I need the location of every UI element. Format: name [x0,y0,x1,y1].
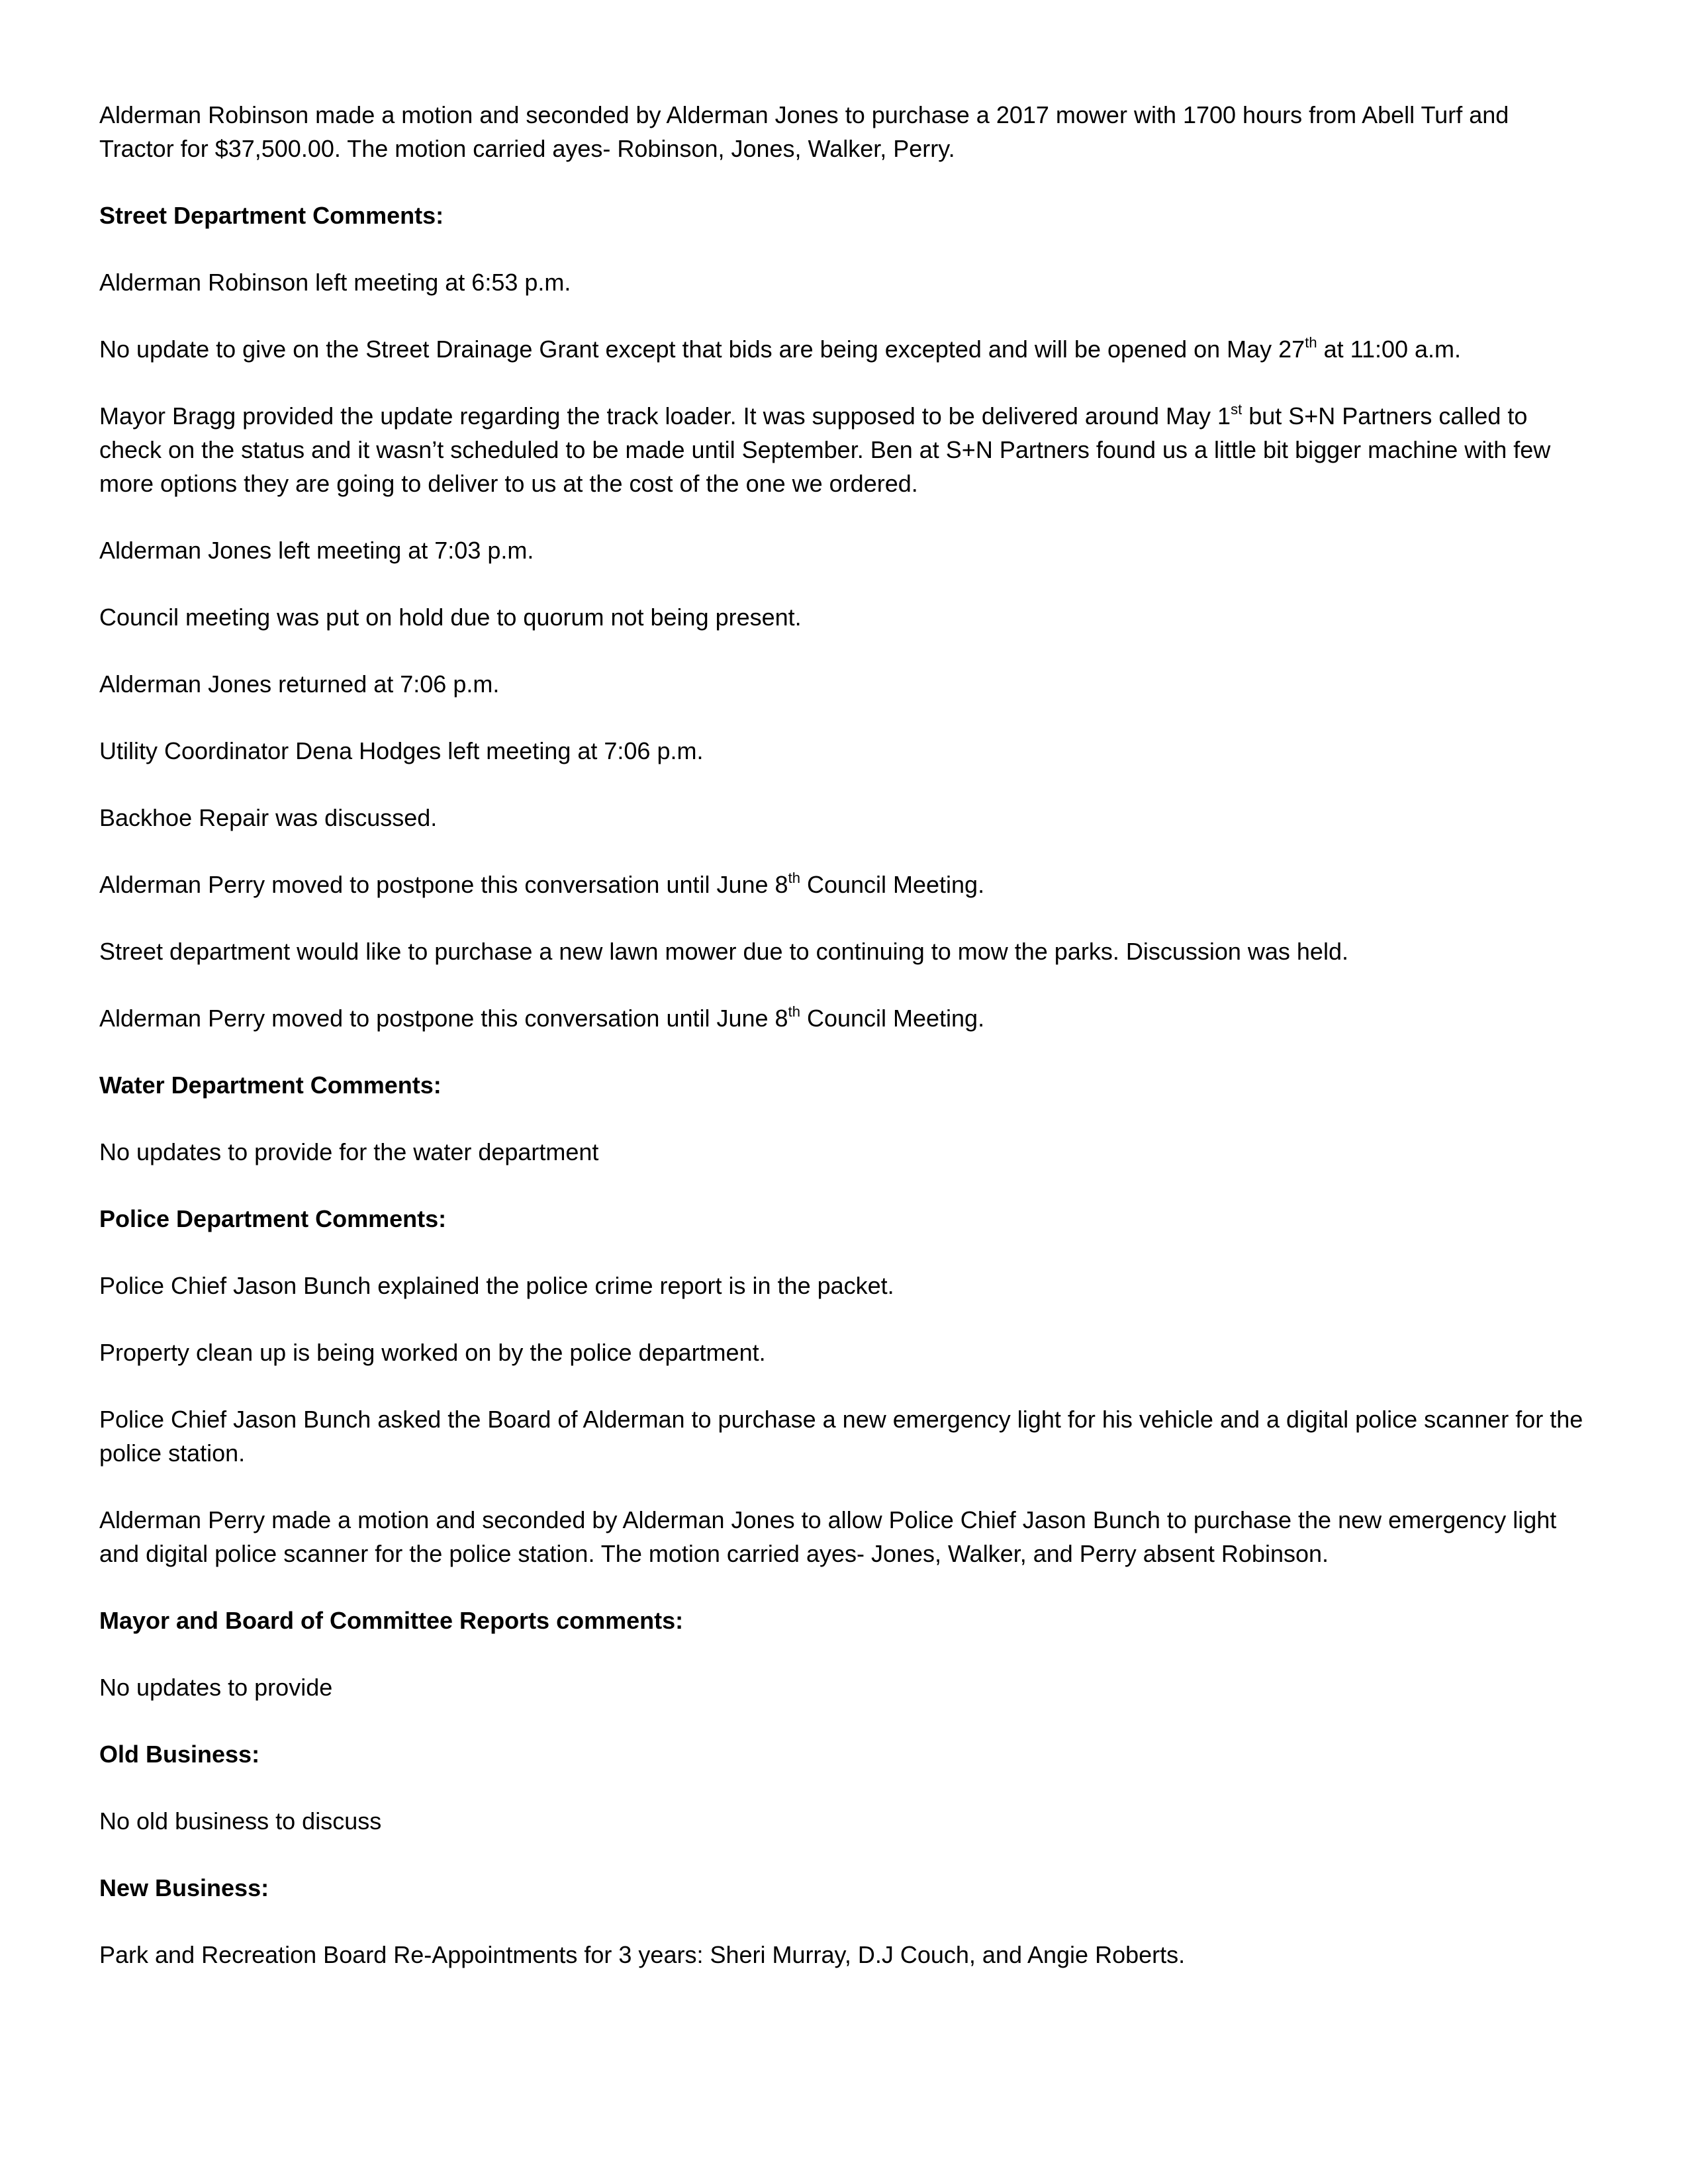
police-motion-paragraph: Alderman Perry made a motion and seconded by Alderman Jones to allow Police Chief Jason Bunch to purchase the new emergency light and digital police scanner for the police station. The motion carried ayes- Jones, Walker, and Perry absent Robinson. [99,1506,1557,1567]
hodges-left-paragraph: Utility Coordinator Dena Hodges left meeting at 7:06 p.m. [99,737,704,764]
backhoe-paragraph: Backhoe Repair was discussed. [99,804,438,831]
water-update-paragraph: No updates to provide for the water department [99,1138,599,1165]
new-business-paragraph: Park and Recreation Board Re-Appointments for 3 years: Sheri Murray, D.J Couch, and Angie Roberts. [99,1941,1186,1968]
mayor-reports-heading: Mayor and Board of Committee Reports comments: [99,1607,684,1634]
old-business-heading: Old Business: [99,1741,260,1768]
minutes-page [99,98,1589,2005]
mower-motion-paragraph: Alderman Robinson made a motion and seconded by Alderman Jones to purchase a 2017 mower with 1700 hours from Abell Turf and Tractor for $37,500.00. The motion carried ayes- Robinson, Jones, Walker, Perry. [99,101,1509,162]
robinson-left-paragraph: Alderman Robinson left meeting at 6:53 p.m. [99,269,571,296]
track-loader-text-end: but S+N Partners called to check on the status and it wasn’t scheduled to be made until September. Ben at S+N Partners found us a little bit bigger machine with few more options they are going to deliver to us at the cost of the one we ordered. [99,402,1551,497]
drainage-grant-text: No update to give on the Street Drainage Grant except that bids are being excepted and will be opened on May 27 [99,336,1305,363]
ordinal-suffix: th [1305,334,1317,351]
postpone-backhoe-paragraph [99,868,1589,901]
property-cleanup-paragraph: Property clean up is being worked on by the police department. [99,1339,766,1366]
police-department-heading: Police Department Comments: [99,1205,447,1232]
crime-report-paragraph: Police Chief Jason Bunch explained the police crime report is in the packet. [99,1272,894,1299]
mayor-reports-paragraph: No updates to provide [99,1674,333,1701]
old-business-paragraph: No old business to discuss [99,1807,382,1835]
meeting-hold-paragraph: Council meeting was put on hold due to quorum not being present. [99,604,802,631]
postpone-text-end: Council Meeting. [800,1005,985,1032]
ordinal-suffix: th [788,870,800,886]
track-loader-text: Mayor Bragg provided the update regarding the track loader. It was supposed to be delivered around May 1 [99,402,1231,430]
lawn-mower-paragraph: Street department would like to purchase a new lawn mower due to continuing to mow the parks. Discussion was held. [99,938,1348,965]
drainage-grant-paragraph [99,332,1589,366]
police-request-paragraph: Police Chief Jason Bunch asked the Board of Alderman to purchase a new emergency light for his vehicle and a digital police scanner for the police station. [99,1406,1583,1467]
postpone-text: Alderman Perry moved to postpone this conversation until June 8 [99,1005,788,1032]
jones-left-paragraph: Alderman Jones left meeting at 7:03 p.m. [99,537,534,564]
jones-returned-paragraph: Alderman Jones returned at 7:06 p.m. [99,670,500,698]
postpone-text: Alderman Perry moved to postpone this conversation until June 8 [99,871,788,898]
postpone-mower-paragraph [99,1001,1589,1035]
track-loader-paragraph [99,399,1589,500]
new-business-heading: New Business: [99,1874,269,1901]
ordinal-suffix: th [788,1003,800,1020]
ordinal-suffix: st [1231,401,1243,418]
drainage-grant-text-end: at 11:00 a.m. [1317,336,1462,363]
street-department-heading: Street Department Comments: [99,202,444,229]
water-department-heading: Water Department Comments: [99,1071,442,1099]
postpone-text-end: Council Meeting. [800,871,985,898]
